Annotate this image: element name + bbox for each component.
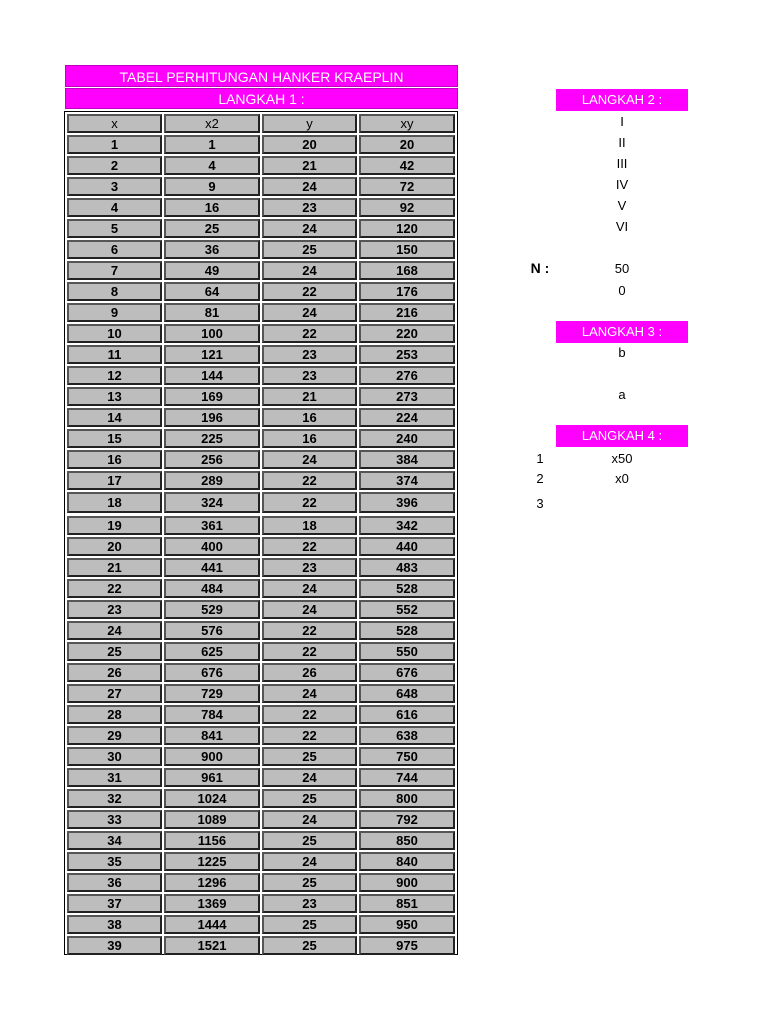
table-row [66, 725, 456, 746]
roman-item-5: V [617, 198, 627, 213]
table-row [66, 914, 456, 935]
cell-y: 22 [262, 537, 357, 556]
cell-y: 22 [262, 705, 357, 724]
cell-x2: 324 [164, 492, 260, 513]
cell-x: 27 [67, 684, 162, 703]
table-row [66, 704, 456, 725]
cell-x2: 784 [164, 705, 260, 724]
cell-x: 24 [67, 621, 162, 640]
cell-y: 24 [262, 579, 357, 598]
cell-x: 25 [67, 642, 162, 661]
cell-y: 24 [262, 852, 357, 871]
cell-x: 16 [67, 450, 162, 469]
zero-value: 0 [618, 283, 626, 298]
header-cell-y: y [262, 114, 357, 133]
cell-y: 25 [262, 936, 357, 955]
cell-xy: 240 [359, 429, 455, 448]
cell-y: 22 [262, 621, 357, 640]
table-row [66, 344, 456, 365]
cell-xy: 384 [359, 450, 455, 469]
cell-x: 8 [67, 282, 162, 301]
cell-x2: 676 [164, 663, 260, 682]
cell-x2: 225 [164, 429, 260, 448]
n-value: 50 [614, 261, 630, 276]
cell-xy: 440 [359, 537, 455, 556]
cell-x: 39 [67, 936, 162, 955]
cell-x2: 400 [164, 537, 260, 556]
cell-x: 15 [67, 429, 162, 448]
cell-y: 22 [262, 492, 357, 513]
cell-x2: 81 [164, 303, 260, 322]
roman-item-6: VI [615, 219, 629, 234]
cell-y: 25 [262, 240, 357, 259]
cell-x: 33 [67, 810, 162, 829]
cell-xy: 150 [359, 240, 455, 259]
cell-y: 24 [262, 600, 357, 619]
cell-x2: 1225 [164, 852, 260, 871]
cell-y: 22 [262, 324, 357, 343]
cell-x2: 64 [164, 282, 260, 301]
cell-xy: 273 [359, 387, 455, 406]
cell-xy: 550 [359, 642, 455, 661]
cell-y: 21 [262, 156, 357, 175]
cell-xy: 648 [359, 684, 455, 703]
cell-y: 21 [262, 387, 357, 406]
table-row [66, 449, 456, 470]
cell-xy: 120 [359, 219, 455, 238]
cell-xy: 851 [359, 894, 455, 913]
cell-xy: 638 [359, 726, 455, 745]
table-row [66, 746, 456, 767]
cell-x2: 576 [164, 621, 260, 640]
header-cell-xy: xy [359, 114, 455, 133]
step-1-number: 1 [536, 451, 544, 466]
cell-x2: 529 [164, 600, 260, 619]
table-row [66, 386, 456, 407]
table-row [66, 302, 456, 323]
cell-y: 23 [262, 894, 357, 913]
cell-xy: 850 [359, 831, 455, 850]
cell-x: 14 [67, 408, 162, 427]
langkah2-header: LANGKAH 2 : [556, 89, 688, 111]
a-label: a [618, 387, 626, 402]
cell-xy: 253 [359, 345, 455, 364]
table-row [66, 260, 456, 281]
cell-x: 11 [67, 345, 162, 364]
table-row [66, 536, 456, 557]
table-row [66, 851, 456, 872]
cell-xy: 176 [359, 282, 455, 301]
table-row [66, 893, 456, 914]
cell-x: 32 [67, 789, 162, 808]
cell-xy: 800 [359, 789, 455, 808]
cell-y: 23 [262, 198, 357, 217]
table-row [66, 872, 456, 893]
cell-x: 5 [67, 219, 162, 238]
table-row [66, 641, 456, 662]
calc-table [66, 113, 456, 956]
roman-item-2: II [618, 135, 626, 150]
cell-y: 23 [262, 366, 357, 385]
table-row [66, 218, 456, 239]
cell-y: 24 [262, 303, 357, 322]
cell-xy: 216 [359, 303, 455, 322]
cell-x: 7 [67, 261, 162, 280]
cell-y: 24 [262, 177, 357, 196]
cell-x: 31 [67, 768, 162, 787]
table-row [66, 767, 456, 788]
table-row [66, 578, 456, 599]
table-row [66, 620, 456, 641]
table-row [66, 809, 456, 830]
cell-xy: 224 [359, 408, 455, 427]
cell-y: 24 [262, 810, 357, 829]
cell-xy: 676 [359, 663, 455, 682]
cell-x2: 9 [164, 177, 260, 196]
cell-xy: 950 [359, 915, 455, 934]
table-row [66, 407, 456, 428]
table-row [66, 515, 456, 536]
cell-x: 1 [67, 135, 162, 154]
cell-x2: 900 [164, 747, 260, 766]
cell-y: 25 [262, 747, 357, 766]
cell-x2: 1296 [164, 873, 260, 892]
table-row [66, 281, 456, 302]
cell-y: 26 [262, 663, 357, 682]
table-row [66, 662, 456, 683]
cell-y: 25 [262, 831, 357, 850]
cell-xy: 792 [359, 810, 455, 829]
cell-x: 36 [67, 873, 162, 892]
calc-table-frame [64, 111, 458, 955]
cell-x: 4 [67, 198, 162, 217]
cell-xy: 92 [359, 198, 455, 217]
cell-x2: 256 [164, 450, 260, 469]
cell-x2: 1444 [164, 915, 260, 934]
table-row [66, 830, 456, 851]
cell-y: 18 [262, 516, 357, 535]
roman-item-3: III [616, 156, 628, 171]
cell-x2: 16 [164, 198, 260, 217]
step-1-value: x50 [611, 451, 633, 466]
cell-xy: 42 [359, 156, 455, 175]
cell-xy: 750 [359, 747, 455, 766]
cell-x2: 100 [164, 324, 260, 343]
cell-x2: 25 [164, 219, 260, 238]
table-row [66, 935, 456, 956]
cell-x2: 1521 [164, 936, 260, 955]
table-row [66, 470, 456, 491]
cell-xy: 483 [359, 558, 455, 577]
cell-y: 16 [262, 429, 357, 448]
cell-x2: 625 [164, 642, 260, 661]
table-row [66, 599, 456, 620]
cell-x2: 729 [164, 684, 260, 703]
cell-x: 9 [67, 303, 162, 322]
cell-x2: 1024 [164, 789, 260, 808]
cell-xy: 840 [359, 852, 455, 871]
cell-x: 17 [67, 471, 162, 490]
table-row [66, 155, 456, 176]
cell-x: 21 [67, 558, 162, 577]
b-label: b [618, 345, 626, 360]
cell-x2: 961 [164, 768, 260, 787]
table-header-row [66, 113, 456, 134]
table-row [66, 683, 456, 704]
step-2-number: 2 [536, 471, 544, 486]
cell-x2: 4 [164, 156, 260, 175]
cell-xy: 374 [359, 471, 455, 490]
cell-x2: 841 [164, 726, 260, 745]
table-row [66, 365, 456, 386]
cell-x2: 1369 [164, 894, 260, 913]
cell-xy: 552 [359, 600, 455, 619]
cell-xy: 342 [359, 516, 455, 535]
cell-xy: 900 [359, 873, 455, 892]
cell-xy: 72 [359, 177, 455, 196]
table-row [66, 176, 456, 197]
cell-x2: 144 [164, 366, 260, 385]
cell-xy: 220 [359, 324, 455, 343]
table-row [66, 557, 456, 578]
cell-y: 24 [262, 684, 357, 703]
cell-x2: 169 [164, 387, 260, 406]
cell-y: 22 [262, 726, 357, 745]
header-cell-x: x [67, 114, 162, 133]
cell-x2: 1089 [164, 810, 260, 829]
cell-y: 24 [262, 768, 357, 787]
step-2-value: x0 [615, 471, 629, 486]
cell-x2: 361 [164, 516, 260, 535]
cell-y: 24 [262, 450, 357, 469]
cell-y: 24 [262, 261, 357, 280]
table-row [66, 197, 456, 218]
cell-x: 23 [67, 600, 162, 619]
cell-x: 28 [67, 705, 162, 724]
cell-y: 22 [262, 471, 357, 490]
cell-xy: 20 [359, 135, 455, 154]
cell-x: 6 [67, 240, 162, 259]
cell-x: 2 [67, 156, 162, 175]
cell-x: 10 [67, 324, 162, 343]
cell-xy: 744 [359, 768, 455, 787]
roman-item-4: IV [615, 177, 629, 192]
table-row [66, 323, 456, 344]
cell-x2: 1 [164, 135, 260, 154]
cell-x2: 484 [164, 579, 260, 598]
cell-y: 25 [262, 789, 357, 808]
cell-xy: 975 [359, 936, 455, 955]
cell-x2: 121 [164, 345, 260, 364]
cell-xy: 396 [359, 492, 455, 513]
cell-y: 23 [262, 345, 357, 364]
cell-y: 22 [262, 282, 357, 301]
langkah1-header: LANGKAH 1 : [65, 88, 458, 109]
table-row [66, 134, 456, 155]
cell-x: 38 [67, 915, 162, 934]
cell-y: 20 [262, 135, 357, 154]
cell-x: 35 [67, 852, 162, 871]
cell-y: 24 [262, 219, 357, 238]
table-row [66, 239, 456, 260]
cell-y: 25 [262, 915, 357, 934]
cell-x: 20 [67, 537, 162, 556]
n-label: N : [530, 260, 550, 276]
cell-y: 22 [262, 642, 357, 661]
roman-item-1: I [620, 114, 624, 129]
cell-xy: 528 [359, 579, 455, 598]
cell-xy: 168 [359, 261, 455, 280]
cell-x: 26 [67, 663, 162, 682]
cell-x2: 289 [164, 471, 260, 490]
cell-x2: 1156 [164, 831, 260, 850]
table-row [66, 788, 456, 809]
cell-x: 18 [67, 492, 162, 513]
cell-x: 29 [67, 726, 162, 745]
cell-xy: 616 [359, 705, 455, 724]
cell-x2: 196 [164, 408, 260, 427]
cell-x: 37 [67, 894, 162, 913]
header-cell-x2: x2 [164, 114, 260, 133]
cell-x: 34 [67, 831, 162, 850]
cell-x: 12 [67, 366, 162, 385]
table-row [66, 491, 456, 515]
table-title: TABEL PERHITUNGAN HANKER KRAEPLIN [65, 65, 458, 87]
cell-x2: 36 [164, 240, 260, 259]
cell-x2: 441 [164, 558, 260, 577]
cell-y: 25 [262, 873, 357, 892]
langkah4-header: LANGKAH 4 : [556, 425, 688, 447]
cell-y: 16 [262, 408, 357, 427]
cell-x: 19 [67, 516, 162, 535]
cell-y: 23 [262, 558, 357, 577]
table-row [66, 428, 456, 449]
cell-x: 22 [67, 579, 162, 598]
cell-x2: 49 [164, 261, 260, 280]
cell-x: 3 [67, 177, 162, 196]
cell-x: 30 [67, 747, 162, 766]
step-3-number: 3 [536, 496, 544, 511]
cell-xy: 528 [359, 621, 455, 640]
langkah3-header: LANGKAH 3 : [556, 321, 688, 343]
cell-xy: 276 [359, 366, 455, 385]
cell-x: 13 [67, 387, 162, 406]
